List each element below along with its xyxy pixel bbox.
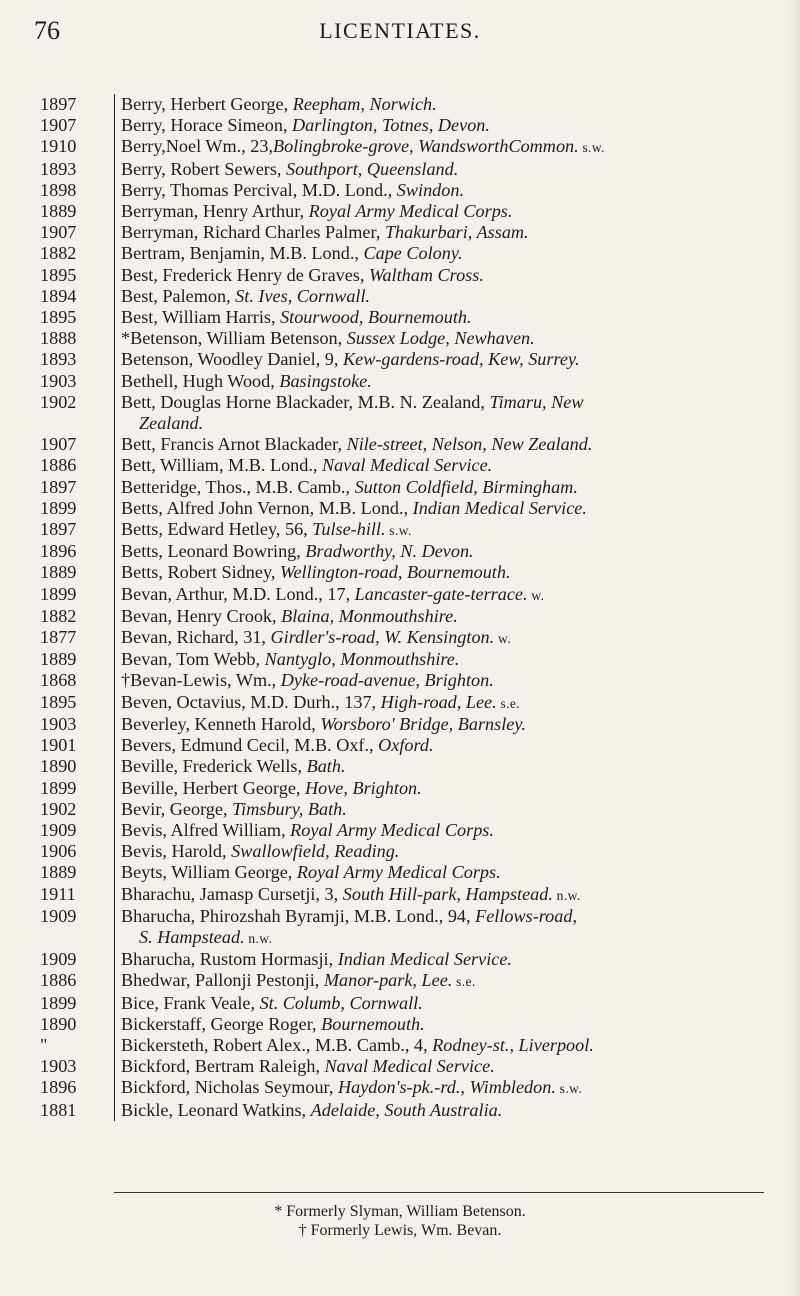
entry-name: Berryman, Henry Arthur,	[121, 201, 309, 222]
entry-text	[114, 1056, 770, 1077]
entry-address: Timsbury, Bath.	[232, 798, 347, 819]
list-item	[40, 692, 770, 714]
running-title: LICENTIATES.	[319, 18, 481, 43]
entry-text	[114, 649, 770, 670]
entry-text	[114, 159, 770, 180]
entry-name: Bickford, Bertram Raleigh,	[121, 1056, 325, 1077]
list-item	[40, 862, 770, 883]
entry-district: s.w.	[578, 140, 605, 156]
list-item	[40, 455, 770, 476]
entry-year: 1877	[40, 627, 77, 648]
footnote-1: * Formerly Slyman, William Betenson.	[274, 1203, 526, 1220]
entry-address: Waltham Cross.	[368, 264, 484, 285]
entry-text	[114, 115, 770, 136]
list-item	[40, 477, 770, 498]
list-item	[40, 1014, 770, 1035]
entry-district: s.e.	[452, 974, 476, 990]
entry-address: Royal Army Medical Corps.	[308, 201, 513, 222]
entry-text	[114, 392, 770, 434]
list-item	[40, 498, 770, 519]
list-item	[40, 349, 770, 370]
entry-year: 1897	[40, 94, 77, 114]
entry-year: 1902	[40, 798, 77, 819]
entry-year: 1901	[40, 735, 77, 756]
entry-year: 1893	[40, 349, 77, 370]
list-item	[40, 884, 770, 906]
entry-name: Beville, Frederick Wells,	[121, 756, 307, 777]
entry-name: Bice, Frank Veale,	[121, 992, 260, 1013]
entry-text	[114, 1014, 770, 1035]
list-item	[40, 328, 770, 349]
footnote-rule	[114, 1192, 764, 1193]
entry-name: Bhedwar, Pallonji Pestonji,	[121, 970, 324, 991]
entry-name: Bickersteth, Robert Alex., M.B. Camb., 4,	[121, 1034, 433, 1055]
entry-district: s.w.	[555, 1081, 583, 1097]
entry-name: †Bevan-Lewis, Wm.,	[121, 670, 281, 691]
entry-address: Manor-park, Lee.	[323, 970, 453, 991]
entry-year: 1889	[40, 201, 77, 222]
entry-text	[114, 756, 770, 777]
entry-text	[114, 970, 770, 992]
entry-text	[114, 562, 770, 583]
entry-address-continued: S. Hampstead.	[139, 926, 245, 947]
entry-text	[114, 477, 770, 498]
entry-address: Worsboro' Bridge, Barnsley.	[320, 713, 526, 734]
list-item	[40, 799, 770, 820]
entry-text	[114, 201, 770, 222]
entry-text	[114, 949, 770, 970]
licentiates-list	[40, 94, 770, 1121]
list-item	[40, 756, 770, 777]
entry-address: Dyke-road-avenue, Brighton.	[280, 670, 494, 691]
footnote-2: † Formerly Lewis, Wm. Bevan.	[298, 1222, 502, 1239]
entry-address: Naval Medical Service.	[324, 1056, 495, 1077]
entry-text	[114, 286, 770, 307]
entry-year: 1899	[40, 497, 77, 518]
entry-text	[114, 222, 770, 243]
entry-district: n.w.	[244, 930, 273, 946]
entry-name: Bertram, Benjamin, M.B. Lond.,	[121, 243, 364, 264]
entry-year: 1897	[40, 476, 77, 497]
list-item	[40, 562, 770, 583]
entry-name: Bharucha, Rustom Hormasji,	[121, 949, 338, 970]
entry-name: Beville, Herbert George,	[121, 777, 305, 798]
entry-year: 1911	[40, 883, 76, 904]
entry-year: 1889	[40, 862, 77, 883]
list-item	[40, 778, 770, 799]
entry-text	[114, 584, 770, 606]
entry-year: 1902	[40, 391, 77, 412]
entry-district: w.	[494, 631, 512, 647]
entry-name: Bett, Francis Arnot Blackader,	[121, 434, 347, 455]
entry-text	[114, 498, 770, 519]
entry-year: 1893	[40, 158, 77, 179]
entry-address: Swallowfield, Reading.	[231, 841, 400, 862]
entry-name: Bevis, Harold,	[121, 841, 232, 862]
entry-year: 1895	[40, 264, 77, 285]
entry-text	[114, 265, 770, 286]
entry-text	[114, 692, 770, 714]
list-item	[40, 392, 770, 434]
entry-name: Bevis, Alfred William,	[121, 819, 291, 840]
entry-text	[114, 136, 770, 158]
entry-year: 1909	[40, 819, 77, 840]
list-item	[40, 1077, 770, 1099]
entry-year: 1895	[40, 307, 77, 328]
list-item	[40, 519, 770, 541]
entry-address: Reepham, Norwich.	[292, 94, 437, 114]
list-item	[40, 841, 770, 862]
entry-address-continued: Zealand.	[139, 413, 204, 434]
entry-year: 1907	[40, 434, 77, 455]
entry-text	[114, 627, 770, 649]
entry-year: 1909	[40, 949, 77, 970]
entry-year: 1899	[40, 777, 77, 798]
entry-text	[114, 884, 770, 906]
entry-name: Bevan, Tom Webb,	[121, 649, 265, 670]
entry-address: Nantyglo, Monmouthshire.	[264, 649, 460, 670]
entry-name: Bevan, Henry Crook,	[121, 605, 282, 626]
entry-year: 1897	[40, 519, 77, 540]
entry-name: Berry,Noel Wm., 23,	[121, 136, 274, 157]
entry-name: Best, William Harris,	[121, 307, 281, 328]
entry-name: Bharucha, Phirozshah Byramji, M.B. Lond., 94,	[121, 905, 476, 926]
entry-year: 1890	[40, 1013, 77, 1034]
entry-address: Stourwood, Bournemouth.	[280, 307, 472, 328]
entry-text	[114, 434, 770, 455]
entry-name: Betts, Leonard Bowring,	[121, 541, 306, 562]
list-item	[40, 541, 770, 562]
entry-address: Darlington, Totnes, Devon.	[292, 115, 490, 136]
entry-address: Bath.	[306, 756, 346, 777]
list-item	[40, 820, 770, 841]
entry-address: Wellington-road, Bournemouth.	[279, 562, 511, 583]
entry-year: 1890	[40, 756, 77, 777]
entry-name: Berryman, Richard Charles Palmer,	[121, 222, 385, 243]
entry-year: 1889	[40, 562, 77, 583]
entry-text	[114, 820, 770, 841]
list-item	[40, 949, 770, 970]
entry-name: Bett, William, M.B. Lond.,	[121, 455, 323, 476]
list-item	[40, 906, 770, 949]
entry-address: Basingstoke.	[279, 370, 372, 391]
entry-year: 1896	[40, 541, 77, 562]
list-item	[40, 627, 770, 649]
entry-text	[114, 670, 770, 691]
entry-address: Sussex Lodge, Newhaven.	[346, 328, 535, 349]
entry-address: Tulse-hill.	[312, 519, 386, 540]
list-item	[40, 584, 770, 606]
entry-district: n.w.	[552, 887, 581, 903]
entry-year: 1907	[40, 222, 77, 243]
entry-name: Berry, Robert Sewers,	[121, 158, 286, 179]
list-item	[40, 159, 770, 180]
entry-address: Hove, Brighton.	[305, 777, 422, 798]
entry-text	[114, 328, 770, 349]
entry-name: Berry, Horace Simeon,	[121, 115, 293, 136]
list-item	[40, 1100, 770, 1121]
entry-year: "	[40, 1034, 48, 1055]
list-item	[40, 265, 770, 286]
entry-address: Oxford.	[378, 735, 434, 756]
entry-address: Sutton Coldfield, Birmingham.	[354, 476, 578, 497]
entry-name: Bevers, Edmund Cecil, M.B. Oxf.,	[121, 735, 379, 756]
entry-address: St. Ives, Cornwall.	[235, 285, 371, 306]
entry-year: 1881	[40, 1099, 77, 1120]
entry-address: Royal Army Medical Corps.	[296, 862, 501, 883]
entry-address: Nile-street, Nelson, New Zealand.	[346, 434, 593, 455]
entry-text	[114, 307, 770, 328]
list-item	[40, 136, 770, 158]
entry-address: Kew-gardens-road, Kew, Surrey.	[342, 349, 580, 370]
entry-name: Bevan, Richard, 31,	[121, 627, 271, 648]
entry-address: South Hill-park, Hampstead.	[342, 883, 553, 904]
entry-name: Bethell, Hugh Wood,	[121, 370, 280, 391]
entry-name: Betts, Edward Hetley, 56,	[121, 519, 313, 540]
page-header	[0, 6, 800, 50]
entry-address: Adelaide, South Australia.	[310, 1099, 503, 1120]
entry-text	[114, 993, 770, 1014]
entry-year: 1882	[40, 243, 77, 264]
entry-year: 1898	[40, 179, 77, 200]
entry-name: Beyts, William George,	[121, 862, 297, 883]
page-edge-shadow	[786, 0, 800, 1296]
entry-name: Bevan, Arthur, M.D. Lond., 17,	[121, 583, 355, 604]
entry-name: Betts, Robert Sidney,	[121, 562, 280, 583]
list-item	[40, 371, 770, 392]
entry-year: 1896	[40, 1077, 77, 1098]
entry-year: 1907	[40, 115, 77, 136]
entry-year: 1888	[40, 328, 77, 349]
entry-name: Betts, Alfred John Vernon, M.B. Lond.,	[121, 497, 413, 518]
entry-name: Bickerstaff, George Roger,	[121, 1013, 322, 1034]
entry-year: 1889	[40, 649, 77, 670]
entry-address: Indian Medical Service.	[337, 949, 512, 970]
entry-text	[114, 862, 770, 883]
entry-text	[114, 735, 770, 756]
entry-text	[114, 714, 770, 735]
entry-address: Girdler's-road, W. Kensington.	[270, 627, 495, 648]
entry-text	[114, 94, 770, 115]
list-item	[40, 993, 770, 1014]
entry-name: Bett, Douglas Horne Blackader, M.B. N. Zealand,	[121, 391, 490, 412]
entry-address: Bradworthy, N. Devon.	[305, 541, 474, 562]
entry-text	[114, 1077, 770, 1099]
entry-name: Betenson, Woodley Daniel, 9,	[121, 349, 343, 370]
entry-name: Betteridge, Thos., M.B. Camb.,	[121, 476, 355, 497]
entry-address: Bournemouth.	[321, 1013, 425, 1034]
entry-year: 1882	[40, 605, 77, 626]
entry-year: 1899	[40, 583, 77, 604]
entry-address: Southport, Queensland.	[286, 158, 459, 179]
entry-district: w.	[527, 587, 545, 603]
entry-address: Royal Army Medical Corps.	[290, 819, 494, 840]
entry-continuation	[121, 413, 770, 434]
entry-address: Lancaster-gate-terrace.	[354, 583, 528, 604]
list-item	[40, 222, 770, 243]
list-item	[40, 286, 770, 307]
entry-address: High-road, Lee.	[380, 691, 497, 712]
list-item	[40, 434, 770, 455]
entry-address: Bolingbroke-grove, WandsworthCommon.	[273, 136, 579, 157]
list-item	[40, 670, 770, 691]
list-item	[40, 201, 770, 222]
entry-name: Bevir, George,	[121, 798, 233, 819]
entry-year: 1886	[40, 970, 77, 991]
entry-name: Best, Frederick Henry de Graves,	[121, 264, 369, 285]
list-item	[40, 180, 770, 201]
list-item	[40, 649, 770, 670]
entry-year: 1909	[40, 905, 77, 926]
list-item	[40, 1056, 770, 1077]
list-item	[40, 307, 770, 328]
entry-text	[114, 519, 770, 541]
entry-name: Beven, Octavius, M.D. Durh., 137,	[121, 691, 381, 712]
entry-text	[114, 799, 770, 820]
entry-address: Naval Medical Service.	[322, 455, 493, 476]
list-item	[40, 970, 770, 992]
entry-address: Haydon's-pk.-rd., Wimbledon.	[337, 1077, 556, 1098]
entry-year: 1910	[40, 136, 77, 157]
list-item	[40, 94, 770, 115]
entry-name: Berry, Herbert George,	[121, 94, 293, 114]
entry-address: Thakurbari, Assam.	[384, 222, 529, 243]
list-item	[40, 714, 770, 735]
entry-year: 1903	[40, 370, 77, 391]
entry-address: Timaru, New	[489, 391, 584, 412]
entry-name: Bickford, Nicholas Seymour,	[121, 1077, 338, 1098]
list-item	[40, 243, 770, 264]
entry-year: 1906	[40, 841, 77, 862]
entry-name: Beverley, Kenneth Harold,	[121, 713, 321, 734]
entry-text	[114, 349, 770, 370]
entry-year: 1894	[40, 285, 77, 306]
entry-address: Rodney-st., Liverpool.	[432, 1034, 594, 1055]
entry-text	[114, 1100, 770, 1121]
entry-name: Bharachu, Jamasp Cursetji, 3,	[121, 883, 343, 904]
entry-text	[114, 778, 770, 799]
entry-address: St. Columb, Cornwall.	[259, 992, 423, 1013]
entry-year: 1886	[40, 455, 77, 476]
entry-text	[114, 841, 770, 862]
entry-text	[114, 606, 770, 627]
entry-text	[114, 541, 770, 562]
entry-continuation	[121, 927, 770, 949]
list-item	[40, 1035, 770, 1056]
entry-year: 1868	[40, 670, 77, 691]
entry-address: Indian Medical Service.	[412, 497, 587, 518]
entry-address: Fellows-road,	[475, 905, 577, 926]
entry-text	[114, 1035, 770, 1056]
entry-address: Swindon.	[396, 179, 464, 200]
list-item	[40, 115, 770, 136]
list-item	[40, 735, 770, 756]
footnotes	[0, 1192, 800, 1240]
entry-text	[114, 455, 770, 476]
entry-text	[114, 371, 770, 392]
entry-year: 1895	[40, 691, 77, 712]
entry-name: Berry, Thomas Percival, M.D. Lond.,	[121, 179, 397, 200]
entry-text	[114, 243, 770, 264]
entry-text	[114, 180, 770, 201]
page-number: 76	[34, 16, 60, 45]
entry-text	[114, 906, 770, 949]
entry-name: Best, Palemon,	[121, 285, 236, 306]
list-item	[40, 606, 770, 627]
entry-year: 1903	[40, 713, 77, 734]
entry-name: Bickle, Leonard Watkins,	[121, 1099, 311, 1120]
entry-district: s.e.	[496, 695, 521, 711]
entry-address: Cape Colony.	[363, 243, 463, 264]
entry-year: 1899	[40, 992, 77, 1013]
entry-address: Blaina, Monmouthshire.	[281, 605, 458, 626]
entry-year: 1903	[40, 1056, 77, 1077]
entry-name: *Betenson, William Betenson,	[121, 328, 347, 349]
entry-district: s.w.	[385, 523, 412, 539]
